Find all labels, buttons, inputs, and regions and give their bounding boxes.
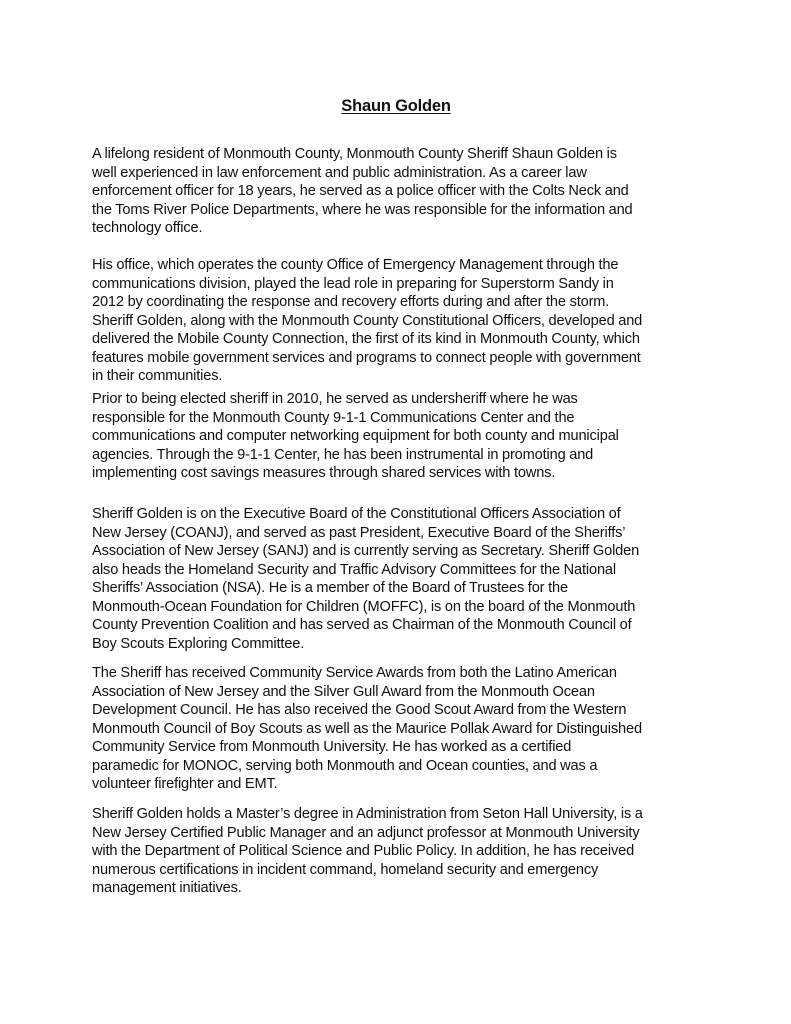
text-line: His office, which operates the county Office of Emergency Management through the: [92, 257, 619, 273]
paragraph-undersheriff: [92, 390, 732, 483]
text-line: communications division, played the lead role in preparing for Superstorm Sandy in: [92, 275, 614, 292]
text-line: Association of New Jersey and the Silver Gull Award from the Monmouth Ocean: [92, 683, 595, 700]
text-line: implementing cost savings measures through shared services with towns.: [92, 465, 556, 482]
paragraph-boards: [92, 505, 732, 653]
text-line: Monmouth-Ocean Foundation for Children (MOFFC), is on the board of the Monmouth: [92, 598, 636, 615]
text-line: technology office.: [92, 220, 203, 237]
text-line: features mobile government services and programs to connect people with government: [92, 349, 641, 366]
text-line: New Jersey Certified Public Manager and an adjunct professor at Monmouth University: [92, 824, 640, 841]
text-line: Sheriff Golden is on the Executive Board of the Constitutional Officers Association of: [92, 506, 621, 522]
text-line: paramedic for MONOC, serving both Monmouth and Ocean counties, and was a: [92, 757, 598, 774]
text-line: numerous certifications in incident command, homeland security and emergency: [92, 861, 599, 878]
text-line: with the Department of Political Science and Public Policy. In addition, he has received: [92, 843, 635, 860]
text-line: enforcement officer for 18 years, he served as a police officer with the Colts Neck and: [92, 183, 629, 200]
text-line: volunteer firefighter and EMT.: [92, 776, 278, 793]
text-line: Community Service from Monmouth University. He has worked as a certified: [92, 739, 572, 756]
text-line: agencies. Through the 9-1-1 Center, he has been instrumental in promoting and: [92, 446, 594, 463]
text-line: the Toms River Police Departments, where he was responsible for the information and: [92, 201, 633, 218]
text-line: delivered the Mobile County Connection, the first of its kind in Monmouth County, which: [92, 331, 640, 348]
text-line: The Sheriff has received Community Service Awards from both the Latino American: [92, 665, 617, 681]
document-title: Shaun Golden: [341, 97, 451, 115]
text-line: Development Council. He has also received the Good Scout Award from the Western: [92, 702, 627, 719]
text-line: Sheriff Golden, along with the Monmouth County Constitutional Officers, developed and: [92, 312, 643, 329]
text-line: County Prevention Coalition and has served as Chairman of the Monmouth Council of: [92, 617, 632, 634]
text-line: Monmouth Council of Boy Scouts as well as the Maurice Pollak Award for Distinguished: [92, 720, 642, 737]
text-line: management initiatives.: [92, 880, 242, 897]
paragraph-education: [92, 805, 732, 898]
text-line: A lifelong resident of Monmouth County, Monmouth County Sheriff Shaun Golden is: [92, 146, 617, 162]
text-line: Sheriff Golden holds a Master’s degree in Administration from Seton Hall University, is a: [92, 806, 643, 822]
text-line: responsible for the Monmouth County 9-1-1 Communications Center and the: [92, 409, 575, 426]
text-line: well experienced in law enforcement and public administration. As a career law: [92, 164, 587, 181]
text-line: New Jersey (COANJ), and served as past President, Executive Board of the Sheriffs’: [92, 524, 626, 541]
text-line: Boy Scouts Exploring Committee.: [92, 635, 305, 652]
text-line: Association of New Jersey (SANJ) and is currently serving as Secretary. Sheriff Golden: [92, 543, 640, 560]
text-line: Prior to being elected sheriff in 2010, he served as undersheriff where he was: [92, 391, 578, 407]
text-line: also heads the Homeland Security and Traffic Advisory Committees for the National: [92, 561, 616, 578]
text-line: in their communities.: [92, 368, 223, 385]
text-line: 2012 by coordinating the response and recovery efforts during and after the storm.: [92, 294, 610, 311]
paragraph-emergency-management: [92, 256, 732, 386]
paragraph-awards: [92, 664, 732, 794]
text-line: Sheriffs’ Association (NSA). He is a member of the Board of Trustees for the: [92, 580, 568, 597]
text-line: communications and computer networking equipment for both county and municipal: [92, 428, 619, 445]
paragraph-early-career: [92, 145, 732, 238]
